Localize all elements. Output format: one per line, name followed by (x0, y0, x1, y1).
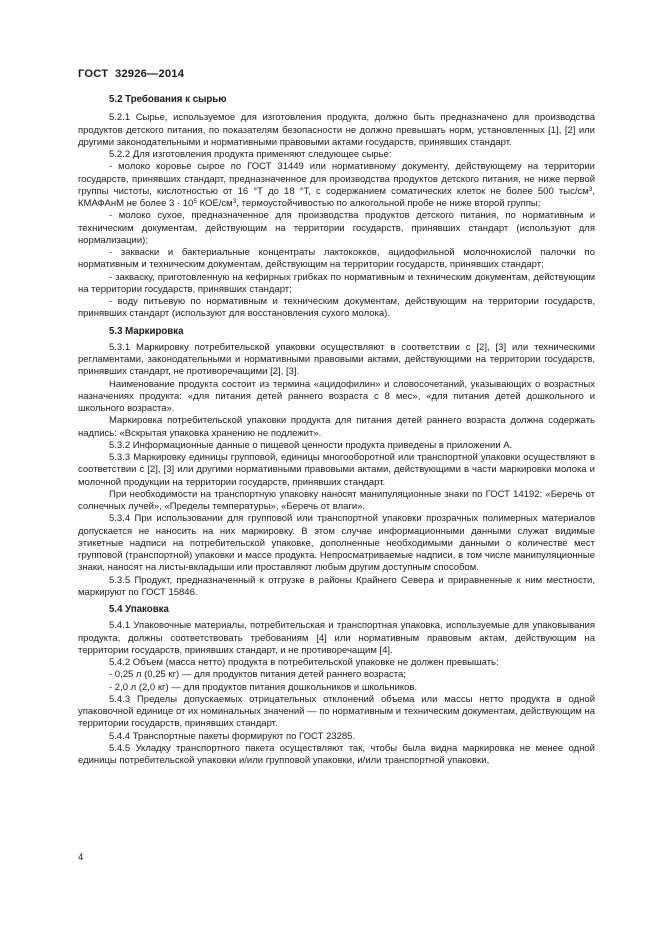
paragraph: - воду питьевую по нормативным и техническим документам, действующим на территории государств, принявших стандарт (используют для восстановления сухого молока). (78, 296, 595, 320)
paragraph: 5.3.1 Маркировку потребительской упаковки осуществляют в соответствии с [2], [3] или техническими регламентами, законодательными и нормативными правовыми актами, действующими на территории государств, принявших стандарт, не противоречащими [2], [3]. (78, 341, 595, 378)
paragraph: 5.3.3 Маркировку единицы групповой, единицы многооборотной или транспортной упаковки осуществляют в соответствии с [2], [3] или другими нормативными правовыми актами, действующими в части маркировки молока и молочной продукции на территории государств, принявших стандарт. (78, 452, 595, 488)
paragraph: 5.4.5 Укладку транспортного пакета осуществляют так, чтобы была видна маркировка не менее одной единицы потребительской упаковки и/или групповой упаковки, и/или транспортной упаковки, (78, 742, 595, 766)
paragraph: 5.4.3 Пределы допускаемых отрицательных отклонений объема или массы нетто продукта в одной упаковочной единице от их номинальных значений — по нормативным и техническим документам, действующим на территории государств, принявших стандарт. (78, 693, 595, 730)
paragraph: - закваски и бактериальные концентраты лактококков, ацидофильной молочнокислой палочки по нормативным и техническим документам, действующим на территории государств, принявших стандарт; (78, 247, 595, 271)
text-run: КОЕ/см (196, 198, 233, 209)
paragraph (78, 161, 595, 210)
paragraph: Наименование продукта состоит из термина «ацидофилин» и словосочетаний, указывающих о возрастных назначениях продукта: «для питания детей раннего возраста с 8 мес», «для питания детей дошкольного и школьного возраста». (78, 378, 595, 414)
superscript: 3 (588, 185, 593, 193)
text-run: , КМАФАнМ не более 3 · 10 (78, 185, 595, 209)
document-body (78, 94, 595, 767)
document-header: ГОСТ 32926—2014 (78, 68, 185, 80)
paragraph: - молоко сухое, предназначенное для производства продуктов детского питания, по нормативным и техническим документам, действующим на территории государств, принявших стандарт (используют для нормализации); (78, 210, 595, 246)
paragraph: 5.3.5 Продукт, предназначенный к отгрузке в районы Крайнего Севера и приравненные к ним местности, маркируют по ГОСТ 15846. (78, 574, 595, 598)
paragraph: 5.2.1 Сырье, используемое для изготовления продукта, должно быть предназначено для производства продуктов детского питания, по показателям безопасности не должно превышать норм, установленных [1], [2] или другими законодательными и нормативными правовыми актами государств, принявших стандарт. (78, 112, 595, 148)
paragraph: - закваску, приготовленную на кефирных грибках по нормативным и техническим документам, действующим на территории государств, принявших стандарт; (78, 271, 595, 295)
paragraph: - 0,25 л (0,25 кг) — для продуктов питания детей раннего возраста; (109, 669, 406, 681)
section-heading-5-3: 5.3 Маркировка (109, 325, 184, 337)
paragraph: Маркировка потребительской упаковки продукта для питания детей раннего возраста должна содержать надпись: «Вскрытая упаковка хранению не подлежит». (78, 415, 595, 439)
paragraph: 5.4.4 Транспортные пакеты формируют по ГОСТ 23285. (109, 730, 356, 742)
section-heading-5-4: 5.4 Упаковка (109, 604, 169, 615)
superscript: 3 (232, 198, 237, 205)
text-run: - молоко коровье сырое по ГОСТ 31449 или нормативному документу, действующему на территории государств, принявших стандарт, предназначенное для производства продуктов детского питания, не ниже первой группы чистоты, кислотностью от 16 °Т до 18 °Т, с содержанием соматических клеток не более 500 тыс/см (78, 161, 595, 197)
paragraph: 5.2.2 Для изготовления продукта применяют следующее сырье: (109, 149, 392, 160)
page-number: 4 (78, 852, 84, 863)
superscript: 5 (193, 198, 197, 205)
section-heading-5-2: 5.2 Требования к сырью (109, 94, 227, 105)
paragraph: 5.3.2 Информационные данные о пищевой ценности продукта приведены в приложении А. (109, 439, 513, 451)
paragraph: При необходимости на транспортную упаковку наносят манипуляционные знаки по ГОСТ 14192: «Беречь от солнечных лучей», «Пределы температуры», «Беречь от влаги». (78, 488, 595, 512)
text-run: , термоустойчивостью по алкогольной пробе не ниже второй группы; (236, 198, 541, 209)
paragraph: - 2,0 л (2,0 кг) — для продуктов питания дошкольников и школьников. (109, 681, 418, 693)
paragraph: 5.4.2 Объем (масса нетто) продукта в потребительской упаковке не должен превышать: (109, 657, 499, 668)
paragraph: 5.3.4 При использовании для групповой или транспортной упаковки прозрачных полимерных материалов допускается не наносить на них маркировку. В этом случае информационными данными служат видимые этикетные надписи на потребительской упаковке, дополненные необходимыми данными о количестве мест групповой (транспортной) упаковки и массе продукта. Непросматриваемые надписи, в том числе манипуляционные знаки, наносят на листы-вкладыши или проставляют любым другим доступным способом. (78, 513, 595, 574)
paragraph: 5.4.1 Упаковочные материалы, потребительская и транспортная упаковка, используемые для упаковывания продукта, должны соответствовать требованиям [4] или нормативным правовым актам, действующим на территории государств, принявших стандарт, и не противоречащим [4]. (78, 620, 595, 656)
